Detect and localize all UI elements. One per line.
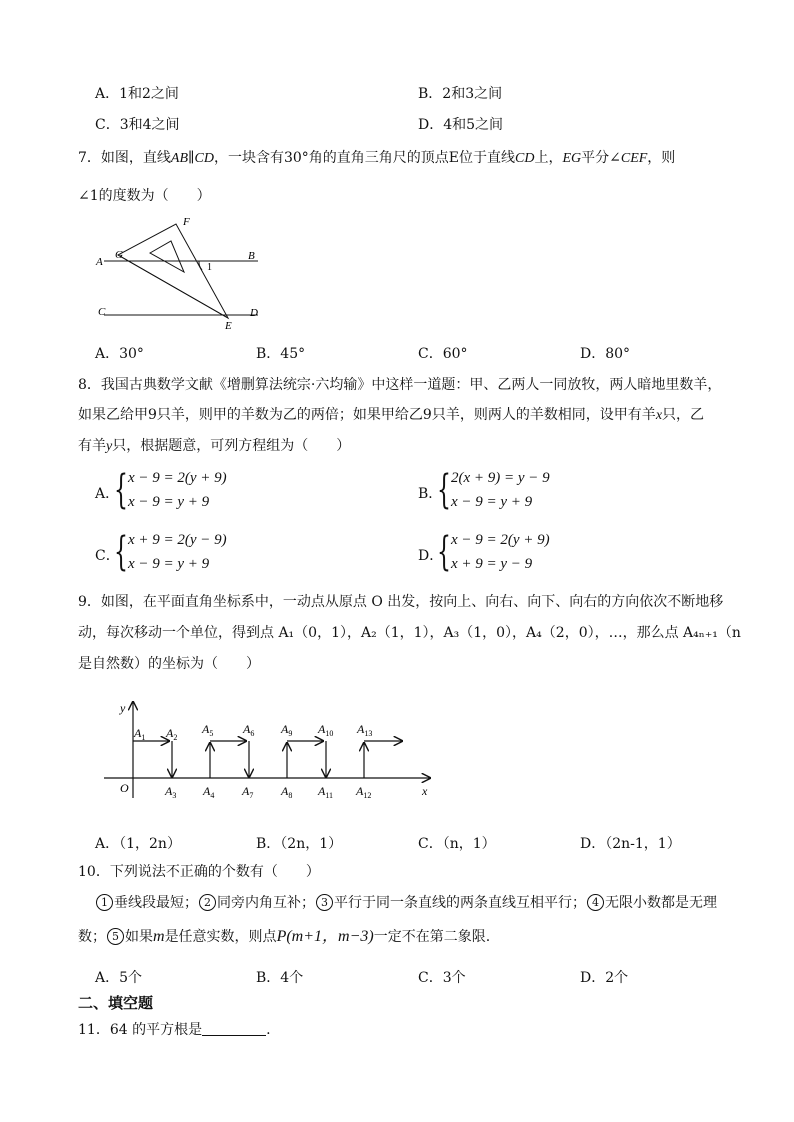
q8-option-b-eq2: x − 9 = y + 9: [451, 494, 533, 510]
q8-text3: 有羊: [78, 438, 106, 454]
q8-stem-line3: [78, 436, 350, 457]
q9-label-x: x: [422, 784, 428, 798]
q7-figure: [92, 212, 272, 336]
q8-option-a-eq2: x − 9 = y + 9: [128, 494, 210, 510]
q8-option-b-eq1: 2(x + 9) = y − 9: [451, 470, 550, 486]
q7-ab-cd: AB∥CD: [170, 151, 214, 166]
q10-point-p: P(m+1，m−3): [276, 928, 374, 945]
q10-option-a: A．5个: [95, 970, 143, 986]
q8-option-b-label: B．: [418, 486, 443, 502]
q11-stem: [78, 1020, 271, 1040]
q8-option-c-label: C．: [95, 548, 120, 564]
q10-circle-2: 2: [199, 894, 216, 911]
q9-option-a: A．（1，2n）: [95, 836, 181, 852]
q9-label-a1: $A_1$: [134, 726, 146, 742]
q8-option-b-brace: {: [437, 467, 451, 513]
q9-label-a6: $A_6$: [243, 722, 255, 738]
q7-stem-line2: ∠1的度数为（ ）: [78, 188, 211, 204]
q8-text: 如果乙给甲9只羊，则甲的羊数为乙的两倍；如果甲给乙9只羊，则两人的羊数相同，设甲有羊: [78, 407, 656, 423]
q9-stem-line1: 9．如图，在平面直角坐标系中，一动点从原点 O 出发，按向上、向右、向下、向右的方向依次不断地移: [78, 594, 724, 610]
q7-label-d: D: [250, 307, 258, 319]
q9-label-a11: $A_{11}$: [318, 784, 334, 800]
q6-option-b: B．2和3之间: [418, 86, 503, 102]
q10-circle-4: 4: [587, 894, 604, 911]
q8-option-d-eq1: x − 9 = 2(y + 9): [451, 532, 550, 548]
q8-option-c-eq1: x + 9 = 2(y − 9): [128, 532, 227, 548]
q8-option-a-brace: {: [114, 467, 128, 513]
q9-option-b: B．（2n，1）: [256, 836, 343, 852]
q8-option-a-eq1: x − 9 = 2(y + 9): [128, 470, 227, 486]
q10-stmt-4: 无限小数都是无理: [605, 895, 717, 911]
q7-stem-text2: ，一块含有30°角的直角三角尺的顶点E位于直线: [213, 150, 515, 166]
q7-stem-text4: 平分: [581, 150, 610, 166]
q9-label-o: O: [120, 781, 129, 795]
q9-stem-line2: 动，每次移动一个单位，得到点 A₁（0，1），A₂（1，1），A₃（1，0），A₄（2，0），…，那么点 A₄ₙ₊₁（n: [78, 625, 741, 641]
q9-label-a13: $A_{13}$: [357, 722, 373, 738]
q7-label-g: G: [115, 249, 123, 261]
q9-label-a5: $A_5$: [202, 722, 214, 738]
q6-option-c: C．3和4之间: [95, 117, 180, 133]
q9-option-c: C．（n，1）: [418, 836, 496, 852]
q8-text-end: 只，乙: [662, 407, 705, 423]
q7-label-e: E: [225, 320, 232, 332]
q8-option-a-label: A．: [95, 486, 120, 502]
q9-label-a7: $A_7$: [242, 784, 254, 800]
q7-option-b: B．45°: [256, 346, 306, 362]
q9-label-a2: $A_2$: [166, 726, 178, 742]
q9-label-a9: $A_9$: [281, 722, 293, 738]
q10-stem-line3: [78, 927, 490, 947]
q7-cd: CD: [515, 151, 535, 166]
q9-stem-line3: 是自然数）的坐标为（ ）: [78, 656, 260, 672]
q7-option-d: D．80°: [580, 346, 631, 362]
q9-label-a4: $A_4$: [203, 784, 215, 800]
q8-var-y: y: [106, 439, 113, 454]
q10-option-d: D．2个: [580, 970, 629, 986]
q7-stem-text3: 上，: [534, 150, 563, 166]
q9-label-a8: $A_8$: [281, 784, 293, 800]
q7-stem-text5: ，则: [647, 150, 676, 166]
q8-option-c-eq2: x − 9 = y + 9: [128, 556, 210, 572]
q7-stem-text: 7．如图，直线: [78, 150, 171, 166]
q7-eg: EG: [562, 151, 582, 166]
q9-label-a12: $A_{12}$: [356, 784, 372, 800]
q8-option-c-brace: {: [114, 529, 128, 575]
q7-label-b: B: [248, 250, 255, 262]
q9-label-y: y: [120, 701, 126, 715]
q10-stmt-5a: 如果: [125, 929, 153, 945]
q10-stmt-5b: 是任意实数，则点: [164, 929, 277, 945]
q8-option-d-eq2: x + 9 = y − 9: [451, 556, 533, 572]
q10-text: 数；: [78, 929, 106, 945]
section-title-fill-blank: 二、填空题: [78, 994, 154, 1012]
q6-option-d: D．4和5之间: [418, 117, 504, 133]
q8-stem-line1: 8．我国古典数学文献《增删算法统宗·六均输》中这样一道题：甲、乙两人一同放牧，两人暗地里数羊，: [78, 377, 722, 393]
q8-option-d-brace: {: [437, 529, 451, 575]
q10-circle-1: 1: [96, 894, 113, 911]
q7-label-a: A: [96, 256, 103, 268]
q11-answer-blank[interactable]: [202, 1021, 266, 1036]
q7-label-1: 1: [207, 262, 212, 273]
q8-stem-line2: [78, 405, 704, 426]
q9-option-d: D．（2n-1，1）: [580, 836, 681, 852]
q10-stmt-3: 平行于同一条直线的两条直线互相平行；: [334, 895, 586, 911]
q10-stmt-1: 垂线段最短；: [114, 895, 198, 911]
q8-text3-end: 只，根据题意，可列方程组为（ ）: [112, 438, 351, 454]
q10-circle-3: 3: [316, 894, 333, 911]
q9-label-a10: $A_{10}$: [318, 722, 334, 738]
q7-label-f: F: [183, 216, 190, 228]
q10-option-b: B．4个: [256, 970, 304, 986]
q10-circle-5: 5: [107, 928, 124, 945]
q6-option-a: A．1和2之间: [95, 86, 179, 102]
q7-option-c: C．60°: [418, 346, 468, 362]
q10-option-c: C．3个: [418, 970, 466, 986]
q10-stem-line2: [95, 893, 717, 913]
q7-option-a: A．30°: [95, 346, 144, 362]
q10-stem-line1: 10．下列说法不正确的个数有（ ）: [78, 864, 320, 880]
q10-var-m: m: [153, 928, 165, 945]
q11-text: 11．64 的平方根是: [78, 1022, 203, 1038]
q7-stem-line1: [78, 148, 675, 169]
q9-figure: [96, 694, 441, 806]
q10-stmt-2: 同旁内角互补；: [217, 895, 315, 911]
q7-angle-cef: ∠CEF: [609, 151, 648, 166]
q8-option-d-label: D．: [418, 548, 444, 564]
q8-var-x: x: [655, 408, 663, 423]
q7-label-c: C: [98, 306, 106, 318]
q10-stmt-5c: 一定不在第二象限.: [373, 929, 491, 945]
q9-label-a3: $A_3$: [165, 784, 177, 800]
q11-end: .: [266, 1022, 271, 1038]
